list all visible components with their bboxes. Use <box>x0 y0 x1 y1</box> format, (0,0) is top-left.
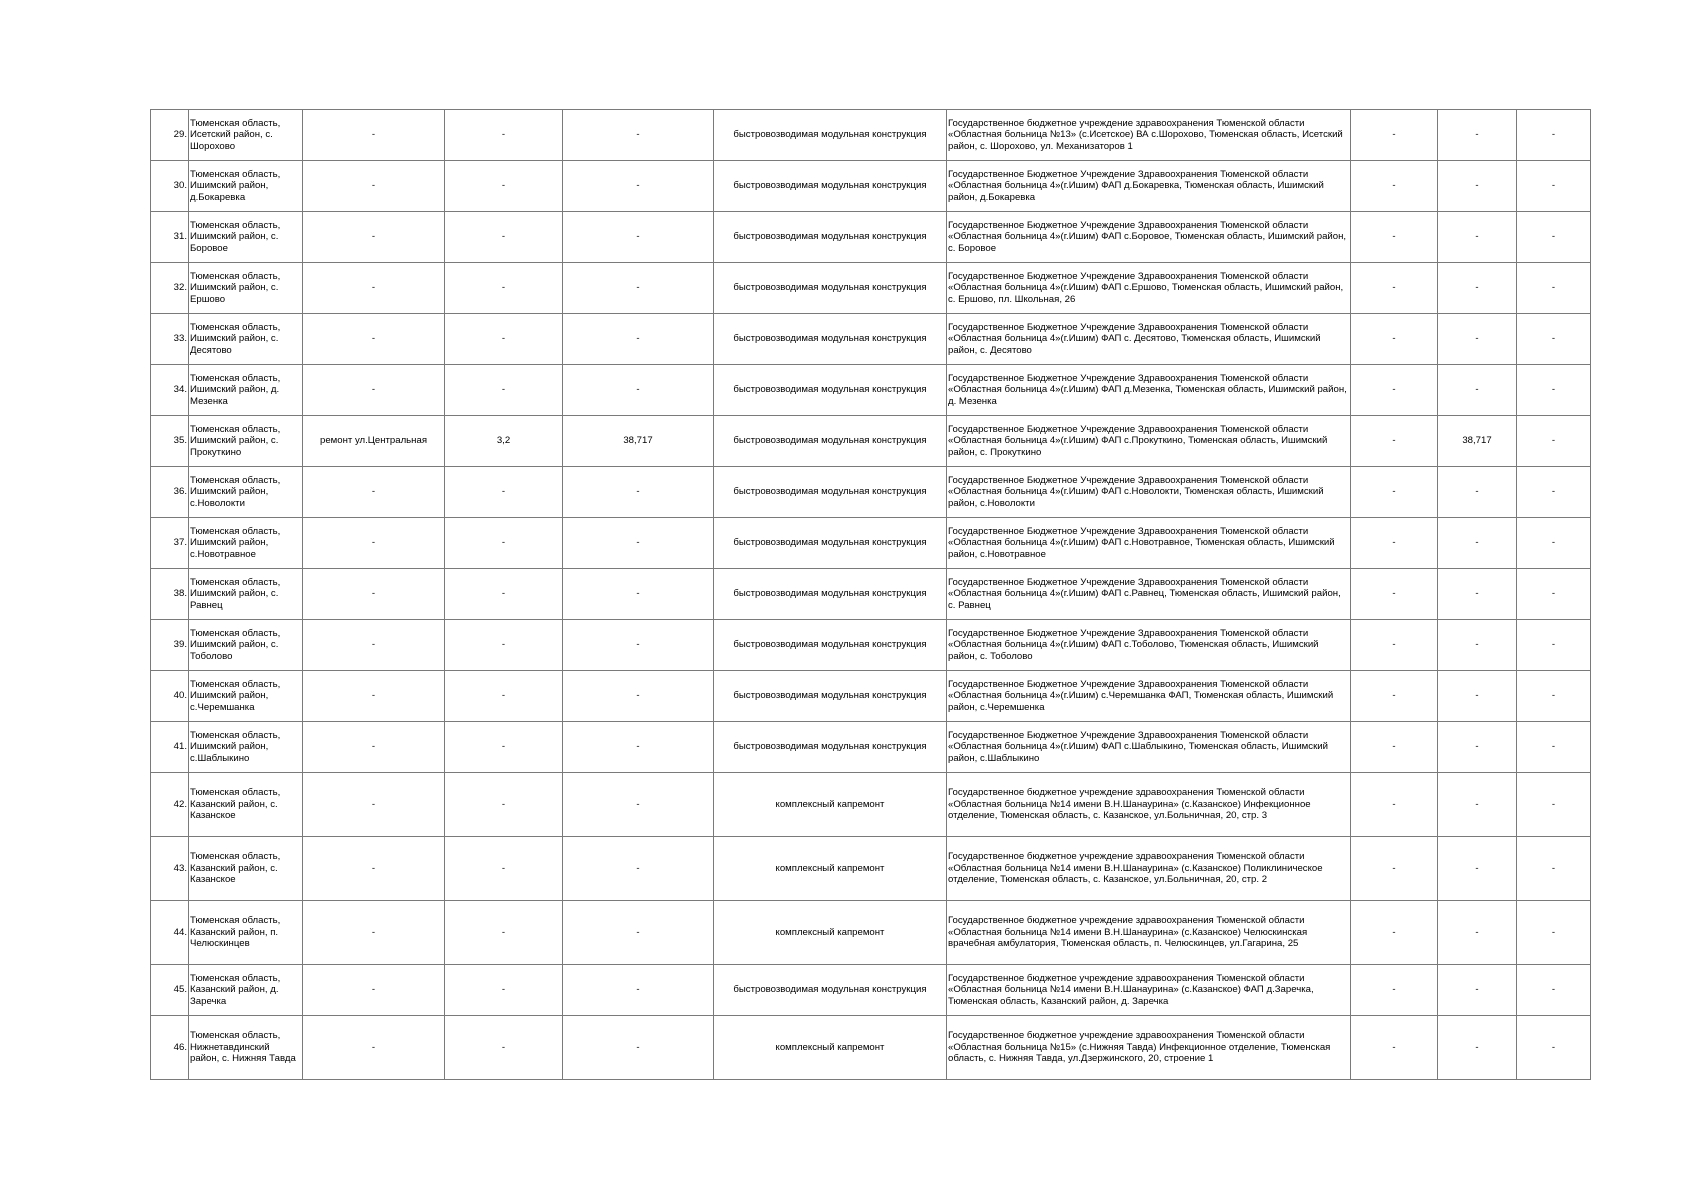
cost-cell: - <box>563 518 714 569</box>
construction-type-cell: комплексный капремонт <box>714 773 947 837</box>
address-cell: Тюменская область, Ишимский район, с.Шаблыкино <box>189 722 303 773</box>
length-cell: - <box>445 467 563 518</box>
length-cell: - <box>445 722 563 773</box>
construction-type-cell: быстровозводимая модульная конструкция <box>714 620 947 671</box>
value-cell-1: - <box>1351 467 1438 518</box>
table-row <box>151 161 1591 212</box>
address-cell: Тюменская область, Ишимский район, с.Новотравное <box>189 518 303 569</box>
value-cell-3: - <box>1517 901 1591 965</box>
institution-cell: Государственное Бюджетное Учреждение Здравоохранения Тюменской области «Областная больница 4»(г.Ишим) с.Черемшанка ФАП, Тюменская область, Ишимский район, с.Черемшенка <box>947 671 1351 722</box>
value-cell-3: - <box>1517 773 1591 837</box>
value-cell-2: - <box>1438 671 1517 722</box>
value-cell-1: - <box>1351 620 1438 671</box>
table-row <box>151 901 1591 965</box>
table-row <box>151 569 1591 620</box>
address-cell: Тюменская область, Нижнетавдинский район, с. Нижняя Тавда <box>189 1016 303 1080</box>
cost-cell: - <box>563 1016 714 1080</box>
table-row <box>151 518 1591 569</box>
row-number-cell: 34. <box>151 365 189 416</box>
road-repair-cell: - <box>303 314 445 365</box>
value-cell-2: - <box>1438 722 1517 773</box>
length-cell: - <box>445 1016 563 1080</box>
road-repair-cell: - <box>303 161 445 212</box>
cost-cell: - <box>563 837 714 901</box>
construction-type-cell: быстровозводимая модульная конструкция <box>714 212 947 263</box>
value-cell-3: - <box>1517 569 1591 620</box>
value-cell-2: - <box>1438 110 1517 161</box>
construction-type-cell: быстровозводимая модульная конструкция <box>714 314 947 365</box>
address-cell: Тюменская область, Ишимский район, д.Бокаревка <box>189 161 303 212</box>
row-number-cell: 38. <box>151 569 189 620</box>
institution-cell: Государственное Бюджетное Учреждение Здравоохранения Тюменской области «Областная больница 4»(г.Ишим) ФАП с.Равнец, Тюменская область, Ишимский район, с. Равнец <box>947 569 1351 620</box>
table-row <box>151 263 1591 314</box>
table-row <box>151 671 1591 722</box>
construction-type-cell: быстровозводимая модульная конструкция <box>714 722 947 773</box>
value-cell-2: - <box>1438 314 1517 365</box>
address-cell: Тюменская область, Исетский район, с. Шорохово <box>189 110 303 161</box>
road-repair-cell: - <box>303 110 445 161</box>
construction-type-cell: быстровозводимая модульная конструкция <box>714 965 947 1016</box>
road-repair-cell: - <box>303 620 445 671</box>
value-cell-3: - <box>1517 671 1591 722</box>
value-cell-1: - <box>1351 416 1438 467</box>
length-cell: - <box>445 837 563 901</box>
length-cell: - <box>445 263 563 314</box>
value-cell-3: - <box>1517 722 1591 773</box>
institution-cell: Государственное Бюджетное Учреждение Здравоохранения Тюменской области «Областная больница 4»(г.Ишим) ФАП д.Бокаревка, Тюменская область, Ишимский район, д.Бокаревка <box>947 161 1351 212</box>
value-cell-1: - <box>1351 722 1438 773</box>
value-cell-3: - <box>1517 518 1591 569</box>
value-cell-3: - <box>1517 161 1591 212</box>
institution-cell: Государственное Бюджетное Учреждение Здравоохранения Тюменской области «Областная больница 4»(г.Ишим) ФАП д.Мезенка, Тюменская область, Ишимский район, д. Мезенка <box>947 365 1351 416</box>
value-cell-2: - <box>1438 620 1517 671</box>
value-cell-2: - <box>1438 773 1517 837</box>
value-cell-3: - <box>1517 212 1591 263</box>
value-cell-3: - <box>1517 837 1591 901</box>
row-number-cell: 46. <box>151 1016 189 1080</box>
road-repair-cell: - <box>303 722 445 773</box>
road-repair-cell: - <box>303 671 445 722</box>
construction-type-cell: быстровозводимая модульная конструкция <box>714 416 947 467</box>
value-cell-3: - <box>1517 416 1591 467</box>
institution-cell: Государственное Бюджетное Учреждение Здравоохранения Тюменской области «Областная больница 4»(г.Ишим) ФАП с.Новотравное, Тюменская область, Ишимский район, с.Новотравное <box>947 518 1351 569</box>
value-cell-3: - <box>1517 110 1591 161</box>
value-cell-2: - <box>1438 263 1517 314</box>
value-cell-1: - <box>1351 518 1438 569</box>
address-cell: Тюменская область, Ишимский район, с. Боровое <box>189 212 303 263</box>
row-number-cell: 29. <box>151 110 189 161</box>
value-cell-3: - <box>1517 1016 1591 1080</box>
row-number-cell: 42. <box>151 773 189 837</box>
length-cell: - <box>445 901 563 965</box>
institution-cell: Государственное бюджетное учреждение здравоохранения Тюменской области «Областная больница №14 имени В.Н.Шанаурина» (с.Казанское) Инфекционное отделение, Тюменская область, с. Казанское, ул.Больничная, 20, стр. 3 <box>947 773 1351 837</box>
road-repair-cell: - <box>303 1016 445 1080</box>
table-row <box>151 722 1591 773</box>
length-cell: - <box>445 569 563 620</box>
construction-type-cell: комплексный капремонт <box>714 837 947 901</box>
cost-cell: - <box>563 569 714 620</box>
road-repair-cell: - <box>303 263 445 314</box>
value-cell-2: - <box>1438 569 1517 620</box>
value-cell-2: - <box>1438 365 1517 416</box>
length-cell: - <box>445 671 563 722</box>
institution-cell: Государственное Бюджетное Учреждение Здравоохранения Тюменской области «Областная больница 4»(г.Ишим) ФАП с.Ершово, Тюменская область, Ишимский район, с. Ершово, пл. Школьная, 26 <box>947 263 1351 314</box>
institution-cell: Государственное бюджетное учреждение здравоохранения Тюменской области «Областная больница №14 имени В.Н.Шанаурина» (с.Казанское) Поликлиническое отделение, Тюменская область, с. Казанское, ул.Больничная, 20, стр. 2 <box>947 837 1351 901</box>
cost-cell: - <box>563 901 714 965</box>
value-cell-1: - <box>1351 569 1438 620</box>
road-repair-cell: - <box>303 569 445 620</box>
table-row <box>151 416 1591 467</box>
row-number-cell: 35. <box>151 416 189 467</box>
length-cell: - <box>445 212 563 263</box>
row-number-cell: 30. <box>151 161 189 212</box>
address-cell: Тюменская область, Ишимский район, с. Равнец <box>189 569 303 620</box>
road-repair-cell: - <box>303 365 445 416</box>
institution-cell: Государственное бюджетное учреждение здравоохранения Тюменской области «Областная больница №14 имени В.Н.Шанаурина» (с.Казанское) ФАП д.Заречка, Тюменская область, Казанский район, д. Заречка <box>947 965 1351 1016</box>
address-cell: Тюменская область, Ишимский район, с. Десятово <box>189 314 303 365</box>
institution-cell: Государственное Бюджетное Учреждение Здравоохранения Тюменской области «Областная больница 4»(г.Ишим) ФАП с. Десятово, Тюменская область, Ишимский район, с. Десятово <box>947 314 1351 365</box>
value-cell-3: - <box>1517 620 1591 671</box>
construction-type-cell: быстровозводимая модульная конструкция <box>714 110 947 161</box>
institution-cell: Государственное Бюджетное Учреждение Здравоохранения Тюменской области «Областная больница 4»(г.Ишим) ФАП с.Боровое, Тюменская область, Ишимский район, с. Боровое <box>947 212 1351 263</box>
table-row <box>151 212 1591 263</box>
row-number-cell: 40. <box>151 671 189 722</box>
table-body <box>151 110 1591 1080</box>
row-number-cell: 31. <box>151 212 189 263</box>
address-cell: Тюменская область, Ишимский район, с. Прокуткино <box>189 416 303 467</box>
value-cell-2: - <box>1438 467 1517 518</box>
construction-type-cell: быстровозводимая модульная конструкция <box>714 161 947 212</box>
value-cell-1: - <box>1351 161 1438 212</box>
row-number-cell: 39. <box>151 620 189 671</box>
value-cell-1: - <box>1351 965 1438 1016</box>
road-repair-cell: - <box>303 901 445 965</box>
value-cell-1: - <box>1351 773 1438 837</box>
row-number-cell: 37. <box>151 518 189 569</box>
value-cell-3: - <box>1517 365 1591 416</box>
row-number-cell: 44. <box>151 901 189 965</box>
construction-type-cell: комплексный капремонт <box>714 901 947 965</box>
road-repair-cell: - <box>303 837 445 901</box>
road-repair-cell: ремонт ул.Центральная <box>303 416 445 467</box>
value-cell-1: - <box>1351 901 1438 965</box>
road-repair-cell: - <box>303 965 445 1016</box>
value-cell-1: - <box>1351 837 1438 901</box>
table-row <box>151 467 1591 518</box>
cost-cell: - <box>563 314 714 365</box>
value-cell-1: - <box>1351 1016 1438 1080</box>
value-cell-3: - <box>1517 467 1591 518</box>
value-cell-2: - <box>1438 161 1517 212</box>
table-row <box>151 110 1591 161</box>
length-cell: - <box>445 365 563 416</box>
row-number-cell: 36. <box>151 467 189 518</box>
construction-type-cell: быстровозводимая модульная конструкция <box>714 518 947 569</box>
value-cell-1: - <box>1351 110 1438 161</box>
address-cell: Тюменская область, Ишимский район, с. Тоболово <box>189 620 303 671</box>
construction-type-cell: быстровозводимая модульная конструкция <box>714 569 947 620</box>
cost-cell: - <box>563 161 714 212</box>
cost-cell: - <box>563 263 714 314</box>
road-repair-cell: - <box>303 212 445 263</box>
road-repair-cell: - <box>303 773 445 837</box>
value-cell-1: - <box>1351 671 1438 722</box>
length-cell: - <box>445 773 563 837</box>
construction-type-cell: быстровозводимая модульная конструкция <box>714 263 947 314</box>
cost-cell: - <box>563 212 714 263</box>
construction-type-cell: комплексный капремонт <box>714 1016 947 1080</box>
cost-cell: - <box>563 620 714 671</box>
value-cell-2: 38,717 <box>1438 416 1517 467</box>
row-number-cell: 33. <box>151 314 189 365</box>
institution-cell: Государственное Бюджетное Учреждение Здравоохранения Тюменской области «Областная больница 4»(г.Ишим) ФАП с.Прокуткино, Тюменская область, Ишимский район, с. Прокуткино <box>947 416 1351 467</box>
institution-cell: Государственное Бюджетное Учреждение Здравоохранения Тюменской области «Областная больница 4»(г.Ишим) ФАП с.Тоболово, Тюменская область, Ишимский район, с. Тоболово <box>947 620 1351 671</box>
address-cell: Тюменская область, Ишимский район, с. Ершово <box>189 263 303 314</box>
value-cell-2: - <box>1438 1016 1517 1080</box>
cost-cell: - <box>563 965 714 1016</box>
row-number-cell: 43. <box>151 837 189 901</box>
table-row <box>151 837 1591 901</box>
row-number-cell: 45. <box>151 965 189 1016</box>
cost-cell: - <box>563 365 714 416</box>
table-row <box>151 314 1591 365</box>
construction-type-cell: быстровозводимая модульная конструкция <box>714 671 947 722</box>
cost-cell: - <box>563 467 714 518</box>
address-cell: Тюменская область, Казанский район, п. Челюскинцев <box>189 901 303 965</box>
length-cell: - <box>445 965 563 1016</box>
row-number-cell: 41. <box>151 722 189 773</box>
address-cell: Тюменская область, Казанский район, с. Казанское <box>189 773 303 837</box>
cost-cell: - <box>563 773 714 837</box>
road-repair-cell: - <box>303 467 445 518</box>
table-row <box>151 620 1591 671</box>
value-cell-2: - <box>1438 837 1517 901</box>
institution-cell: Государственное бюджетное учреждение здравоохранения Тюменской области «Областная больница №13» (с.Исетское) ВА с.Шорохово, Тюменская область, Исетский район, с. Шорохово, ул. Механизаторов 1 <box>947 110 1351 161</box>
length-cell: - <box>445 314 563 365</box>
cost-cell: 38,717 <box>563 416 714 467</box>
address-cell: Тюменская область, Ишимский район, с.Черемшанка <box>189 671 303 722</box>
data-table <box>150 109 1591 1080</box>
value-cell-3: - <box>1517 314 1591 365</box>
institution-cell: Государственное Бюджетное Учреждение Здравоохранения Тюменской области «Областная больница 4»(г.Ишим) ФАП с.Новолокти, Тюменская область, Ишимский район, с.Новолокти <box>947 467 1351 518</box>
length-cell: - <box>445 620 563 671</box>
road-repair-cell: - <box>303 518 445 569</box>
address-cell: Тюменская область, Казанский район, с. Казанское <box>189 837 303 901</box>
length-cell: - <box>445 518 563 569</box>
value-cell-3: - <box>1517 263 1591 314</box>
length-cell: - <box>445 110 563 161</box>
value-cell-2: - <box>1438 965 1517 1016</box>
cost-cell: - <box>563 722 714 773</box>
address-cell: Тюменская область, Ишимский район, с.Новолокти <box>189 467 303 518</box>
institution-cell: Государственное бюджетное учреждение здравоохранения Тюменской области «Областная больница №15» (с.Нижняя Тавда) Инфекционное отделение, Тюменская область, с. Нижняя Тавда, ул.Дзержинского, 20, строение 1 <box>947 1016 1351 1080</box>
construction-type-cell: быстровозводимая модульная конструкция <box>714 365 947 416</box>
length-cell: - <box>445 161 563 212</box>
value-cell-1: - <box>1351 212 1438 263</box>
value-cell-1: - <box>1351 263 1438 314</box>
table-row <box>151 1016 1591 1080</box>
table-row <box>151 365 1591 416</box>
value-cell-2: - <box>1438 518 1517 569</box>
value-cell-2: - <box>1438 212 1517 263</box>
cost-cell: - <box>563 671 714 722</box>
address-cell: Тюменская область, Ишимский район, д. Мезенка <box>189 365 303 416</box>
value-cell-1: - <box>1351 365 1438 416</box>
value-cell-3: - <box>1517 965 1591 1016</box>
institution-cell: Государственное Бюджетное Учреждение Здравоохранения Тюменской области «Областная больница 4»(г.Ишим) ФАП с.Шаблыкино, Тюменская область, Ишимский район, с.Шаблыкино <box>947 722 1351 773</box>
construction-type-cell: быстровозводимая модульная конструкция <box>714 467 947 518</box>
row-number-cell: 32. <box>151 263 189 314</box>
cost-cell: - <box>563 110 714 161</box>
table-row <box>151 965 1591 1016</box>
value-cell-2: - <box>1438 901 1517 965</box>
value-cell-1: - <box>1351 314 1438 365</box>
table-row <box>151 773 1591 837</box>
length-cell: 3,2 <box>445 416 563 467</box>
institution-cell: Государственное бюджетное учреждение здравоохранения Тюменской области «Областная больница №14 имени В.Н.Шанаурина» (с.Казанское) Челюскинская врачебная амбулатория, Тюменская область, п. Челюскинцев, ул.Гагарина, 25 <box>947 901 1351 965</box>
address-cell: Тюменская область, Казанский район, д. Заречка <box>189 965 303 1016</box>
